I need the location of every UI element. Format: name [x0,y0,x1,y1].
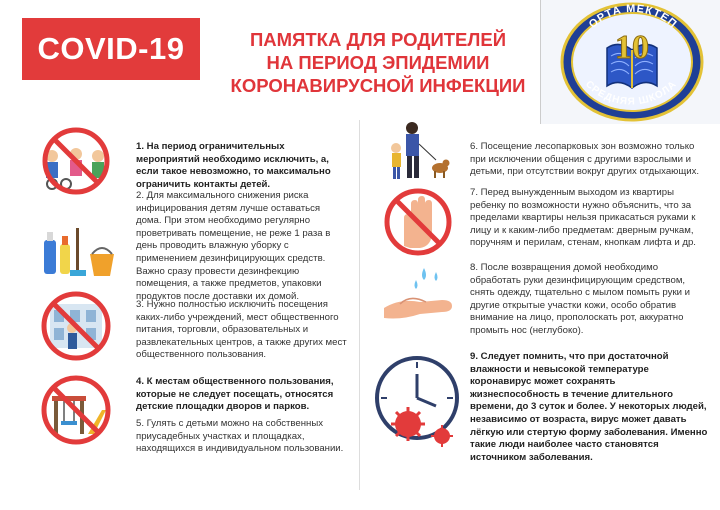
covid-badge: COVID-19 [22,18,200,80]
title-line: НА ПЕРИОД ЭПИДЕМИИ [266,52,490,73]
item-text: 2. Для максимального снижения риска инфицирования детям лучше оставаться дома. При этом необходимо регулярно проветривать помещение, не реже 1 раза в день проводить влажную уборку с применением дезинфицирующих средств. Важно сразу провести дезинфекцию помещения, а также предметов, упаковки продуктов после доставки их домой. [136,190,331,302]
virus-clock-icon [374,340,460,465]
no-playground-icon [36,374,116,451]
item-text: 5. Гулять с детьми можно на собственных приусадебных участках и площадках, находящихся в индивидуальном пользовании. [136,418,344,455]
no-touch-hand-icon [380,186,456,261]
item-text: 4. К местам общественного пользования, которые не следует посещать, относятся детские площадки дворов и парков. [136,376,334,413]
school-logo [540,0,720,124]
item-text: 7. Перед вынужденным выходом из квартиры ребенку по возможности нужно объяснить, что за пределами квартиры нельзя прикасаться руками к лицу и к каким-либо предметам: дверным ручкам, поручням и перилам, стенам, кнопкам лифта и др. [470,187,696,249]
page-title [228,28,528,97]
title-line: ПАМЯТКА ДЛЯ РОДИТЕЛЕЙ [249,29,507,50]
item-text: 6. Посещение лесопарковых зон возможно только при исключении общения с другими взрослыми и детьми, при отсутствии вокруг других отдыхающих. [470,141,700,178]
cleaning-supplies-icon [40,222,120,285]
school-emblem-icon [541,0,720,124]
no-children-icon [36,126,116,201]
logo-top-text: ОРТА МЕКТЕП [586,2,680,31]
title-line: КОРОНАВИРУСНОЙ ИНФЕКЦИИ [230,75,526,96]
sanitizer-hand-icon [380,264,458,329]
item-text: 8. После возвращения домой необходимо обработать руки дезинфицирующим средством, снять одежду, тщательно с мылом помыть руки и другие открытые участки кожи, особо обратив внимание на лицо, прополоскать рот, аккуратно промыть нос (неглубоко). [470,262,691,336]
column-divider [359,120,360,490]
no-public-places-icon [36,290,116,367]
item-text: 3. Нужно полностью исключить посещения каких-либо учреждений, мест общественного питания, торговли, образовательных и развлекательных центров, а также других мест общественного пользования. [136,299,347,361]
logo-bottom-text: СРЕДНЯЯ ШКОЛА [582,78,680,108]
item-text: 1. На период ограничительных мероприятий необходимо исключить, а, если такое невозможно, то максимально ограничить контакты детей. [136,141,331,190]
logo-number: 10 [615,29,649,66]
item-text: 9. Следует помнить, что при достаточной влажности и невысокой температуре коронавирус может сохранять жизнеспособность в течение длительного времени, до 3 суток и более. У некоторых людей, независимо от возраста, вирус может давать лёгкую или стертую форму заболевания. Именно такие люди наиболее часто становятся источником заболевания. [470,351,708,463]
family-walk-icon [382,120,452,191]
